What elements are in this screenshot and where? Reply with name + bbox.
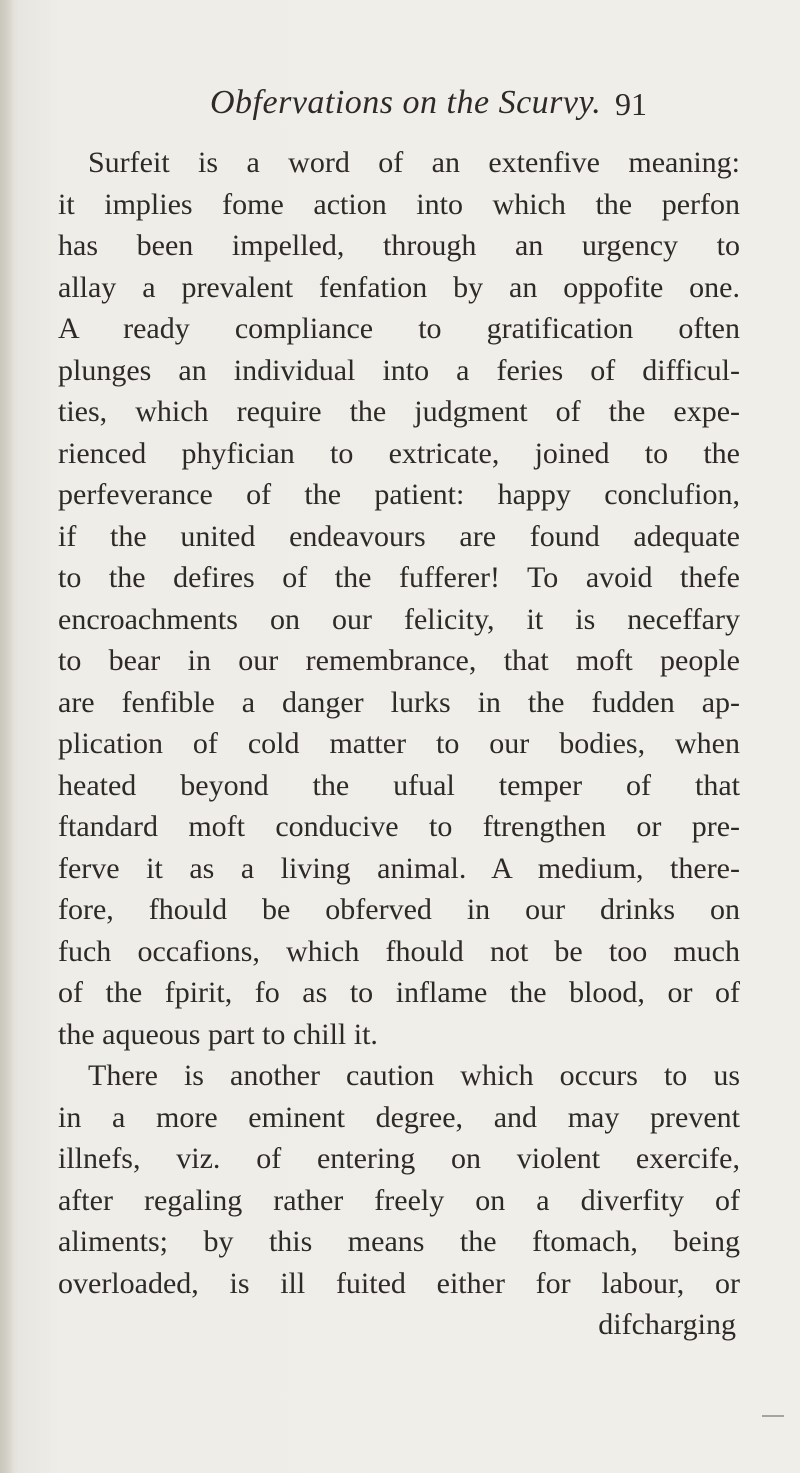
text-line: plication of cold matter to our bodies, when <box>58 727 740 760</box>
text-line: illnefs, viz. of entering on violent exercife, <box>58 1142 740 1175</box>
text-line: perfeverance of the patient: happy conclufion, <box>58 478 740 511</box>
text-line: encroachments on our felicity, it is neceffary <box>58 602 740 636</box>
page-edge-mark <box>762 1415 784 1417</box>
text-line: ftandard moft conducive to ftrengthen or pre- <box>58 810 740 843</box>
text-line: the aqueous part to chill it. <box>58 1017 378 1051</box>
gutter-shadow <box>0 0 14 1473</box>
page-number: 91 <box>615 86 647 122</box>
text-line: to bear in our remembrance, that moft people <box>58 644 740 677</box>
running-title: Obfervations on the Scurvy. <box>210 84 602 121</box>
text-line: A ready compliance to gratification often <box>58 312 740 345</box>
text-line: ferve it as a living animal. A medium, there- <box>58 851 740 885</box>
text-line: There is another caution which occurs to us <box>88 1059 740 1092</box>
text-line: rienced phyfician to extricate, joined to the <box>58 436 740 470</box>
text-line: heated beyond the ufual temper of that <box>58 768 740 802</box>
body-text <box>58 142 740 1346</box>
text-line: Surfeit is a word of an extenfive meaning: <box>88 146 740 179</box>
text-line: in a more eminent degree, and may prevent <box>58 1100 740 1134</box>
text-line: to the defires of the fufferer! To avoid thefe <box>58 561 740 594</box>
page-header <box>60 84 760 140</box>
text-line: fuch occafions, which fhould not be too much <box>58 934 740 968</box>
text-line: fore, fhould be obferved in our drinks on <box>58 893 740 926</box>
text-line: allay a prevalent fenfation by an oppofite one. <box>58 270 740 304</box>
text-line: it implies fome action into which the perfon <box>58 187 740 221</box>
text-line: are fenfible a danger lurks in the fudden ap- <box>58 685 740 719</box>
text-line: has been impelled, through an urgency to <box>58 229 740 262</box>
catchword: difcharging <box>598 1308 736 1341</box>
text-line: overloaded, is ill fuited either for labour, or <box>58 1266 740 1300</box>
text-line: after regaling rather freely on a diverfity of <box>58 1183 740 1217</box>
text-line: aliments; by this means the ftomach, being <box>58 1225 740 1258</box>
text-line: of the fpirit, fo as to inflame the blood, or of <box>58 976 740 1009</box>
text-line: ties, which require the judgment of the expe- <box>58 395 740 428</box>
text-line: if the united endeavours are found adequate <box>58 519 740 553</box>
text-line: plunges an individual into a feries of difficul- <box>58 353 740 387</box>
